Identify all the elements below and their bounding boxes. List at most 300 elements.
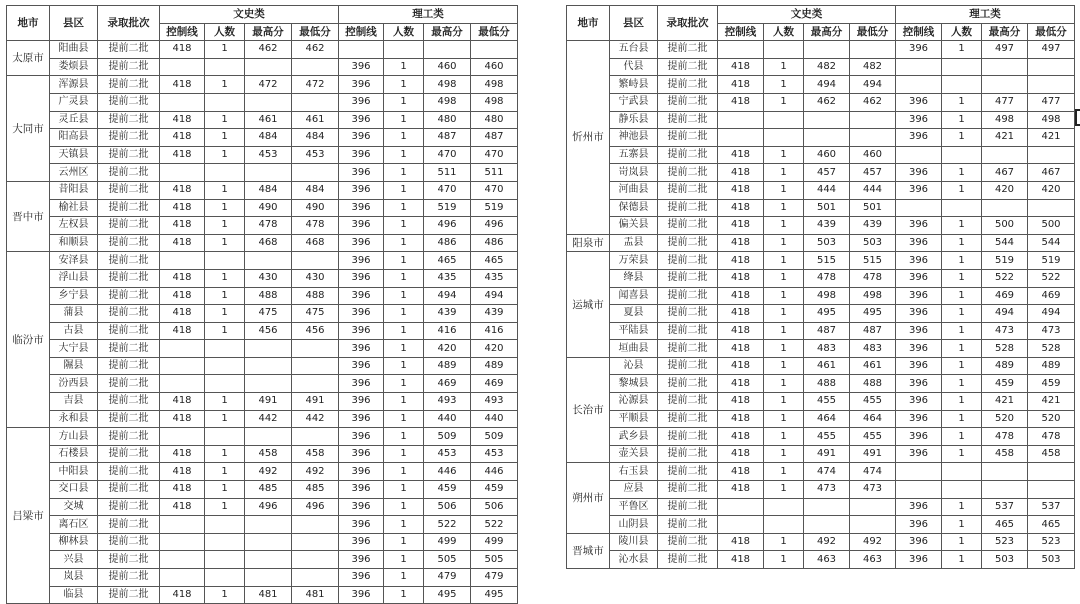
li-control-cell[interactable]: 396 <box>339 516 384 534</box>
wen-lowest-cell[interactable] <box>850 41 896 59</box>
wen-lowest-cell[interactable]: 481 <box>292 586 339 604</box>
wen-highest-cell[interactable]: 430 <box>245 269 292 287</box>
li-count-cell[interactable]: 1 <box>384 481 424 499</box>
wen-control-cell[interactable]: 418 <box>718 58 764 76</box>
wen-highest-cell[interactable]: 490 <box>245 199 292 217</box>
li-lowest-cell[interactable]: 446 <box>471 463 518 481</box>
li-control-cell[interactable]: 396 <box>339 481 384 499</box>
li-control-cell[interactable]: 396 <box>339 357 384 375</box>
batch-cell[interactable]: 提前二批 <box>658 357 718 375</box>
county-cell[interactable]: 沁县 <box>610 357 658 375</box>
header-city[interactable]: 地市 <box>7 6 50 41</box>
li-lowest-cell[interactable]: 519 <box>471 199 518 217</box>
li-count-cell[interactable]: 1 <box>942 357 982 375</box>
wen-count-cell[interactable]: 1 <box>764 551 804 569</box>
li-control-cell[interactable]: 396 <box>896 287 942 305</box>
wen-highest-cell[interactable] <box>804 498 850 516</box>
wen-highest-cell[interactable]: 478 <box>804 269 850 287</box>
li-lowest-cell[interactable]: 489 <box>1028 357 1075 375</box>
county-cell[interactable]: 永和县 <box>50 410 98 428</box>
wen-count-cell[interactable] <box>205 58 245 76</box>
batch-cell[interactable]: 提前二批 <box>98 357 160 375</box>
li-highest-cell[interactable]: 489 <box>424 357 471 375</box>
wen-lowest-cell[interactable]: 485 <box>292 481 339 499</box>
batch-cell[interactable]: 提前二批 <box>98 58 160 76</box>
wen-count-cell[interactable]: 1 <box>205 146 245 164</box>
wen-count-cell[interactable]: 1 <box>205 498 245 516</box>
li-count-cell[interactable]: 1 <box>384 252 424 270</box>
county-cell[interactable]: 沁水县 <box>610 551 658 569</box>
li-lowest-cell[interactable]: 487 <box>471 129 518 147</box>
wen-highest-cell[interactable]: 453 <box>245 146 292 164</box>
li-control-cell[interactable]: 396 <box>896 252 942 270</box>
wen-count-cell[interactable]: 1 <box>764 340 804 358</box>
wen-lowest-cell[interactable]: 458 <box>292 445 339 463</box>
li-count-cell[interactable]: 1 <box>942 217 982 235</box>
li-control-cell[interactable]: 396 <box>896 357 942 375</box>
wen-lowest-cell[interactable]: 492 <box>850 533 896 551</box>
wen-count-cell[interactable] <box>764 516 804 534</box>
li-highest-cell[interactable]: 528 <box>982 340 1028 358</box>
batch-cell[interactable]: 提前二批 <box>658 164 718 182</box>
batch-cell[interactable]: 提前二批 <box>98 269 160 287</box>
li-control-cell[interactable]: 396 <box>339 129 384 147</box>
header-science[interactable]: 理工类 <box>339 6 518 24</box>
wen-highest-cell[interactable] <box>245 516 292 534</box>
wen-highest-cell[interactable]: 455 <box>804 428 850 446</box>
li-control-cell[interactable]: 396 <box>896 322 942 340</box>
li-count-cell[interactable]: 1 <box>384 111 424 129</box>
wen-count-cell[interactable]: 1 <box>764 93 804 111</box>
county-cell[interactable]: 绛县 <box>610 269 658 287</box>
li-control-cell[interactable] <box>339 41 384 59</box>
li-control-cell[interactable]: 396 <box>896 410 942 428</box>
li-control-cell[interactable]: 396 <box>339 498 384 516</box>
wen-count-cell[interactable]: 1 <box>205 129 245 147</box>
li-control-cell[interactable]: 396 <box>339 340 384 358</box>
batch-cell[interactable]: 提前二批 <box>98 234 160 252</box>
wen-control-cell[interactable] <box>160 375 205 393</box>
li-count-cell[interactable]: 1 <box>384 93 424 111</box>
header-lowest[interactable]: 最低分 <box>1028 23 1075 41</box>
li-highest-cell[interactable]: 523 <box>982 533 1028 551</box>
li-lowest-cell[interactable]: 493 <box>471 393 518 411</box>
li-count-cell[interactable]: 1 <box>384 129 424 147</box>
batch-cell[interactable]: 提前二批 <box>658 181 718 199</box>
wen-lowest-cell[interactable]: 464 <box>850 410 896 428</box>
li-count-cell[interactable] <box>942 58 982 76</box>
county-cell[interactable]: 平陆县 <box>610 322 658 340</box>
li-highest-cell[interactable]: 459 <box>424 481 471 499</box>
wen-count-cell[interactable]: 1 <box>205 111 245 129</box>
batch-cell[interactable]: 提前二批 <box>658 393 718 411</box>
li-control-cell[interactable]: 396 <box>896 516 942 534</box>
wen-highest-cell[interactable]: 474 <box>804 463 850 481</box>
li-count-cell[interactable]: 1 <box>942 410 982 428</box>
li-lowest-cell[interactable] <box>1028 199 1075 217</box>
wen-count-cell[interactable]: 1 <box>205 217 245 235</box>
county-cell[interactable]: 左权县 <box>50 217 98 235</box>
county-cell[interactable]: 平鲁区 <box>610 498 658 516</box>
wen-count-cell[interactable] <box>764 498 804 516</box>
wen-lowest-cell[interactable] <box>292 93 339 111</box>
wen-lowest-cell[interactable]: 439 <box>850 217 896 235</box>
li-lowest-cell[interactable]: 459 <box>471 481 518 499</box>
header-highest[interactable]: 最高分 <box>424 23 471 41</box>
wen-highest-cell[interactable]: 464 <box>804 410 850 428</box>
li-lowest-cell[interactable]: 416 <box>471 322 518 340</box>
batch-cell[interactable]: 提前二批 <box>98 393 160 411</box>
li-control-cell[interactable]: 396 <box>339 428 384 446</box>
county-cell[interactable]: 五寨县 <box>610 146 658 164</box>
county-cell[interactable]: 古县 <box>50 322 98 340</box>
li-highest-cell[interactable]: 493 <box>424 393 471 411</box>
header-lowest[interactable]: 最低分 <box>850 23 896 41</box>
li-lowest-cell[interactable]: 500 <box>1028 217 1075 235</box>
header-batch[interactable]: 录取批次 <box>658 6 718 41</box>
county-cell[interactable]: 黎城县 <box>610 375 658 393</box>
wen-lowest-cell[interactable] <box>292 357 339 375</box>
wen-highest-cell[interactable]: 460 <box>804 146 850 164</box>
li-highest-cell[interactable]: 505 <box>424 551 471 569</box>
li-control-cell[interactable]: 396 <box>896 428 942 446</box>
wen-count-cell[interactable]: 1 <box>764 410 804 428</box>
wen-control-cell[interactable]: 418 <box>160 463 205 481</box>
wen-highest-cell[interactable]: 492 <box>804 533 850 551</box>
county-cell[interactable]: 榆社县 <box>50 199 98 217</box>
wen-highest-cell[interactable]: 458 <box>245 445 292 463</box>
li-count-cell[interactable]: 1 <box>384 234 424 252</box>
header-city[interactable]: 地市 <box>567 6 610 41</box>
wen-control-cell[interactable]: 418 <box>160 129 205 147</box>
wen-control-cell[interactable]: 418 <box>160 287 205 305</box>
li-control-cell[interactable] <box>896 463 942 481</box>
li-count-cell[interactable]: 1 <box>942 269 982 287</box>
li-highest-cell[interactable]: 544 <box>982 234 1028 252</box>
batch-cell[interactable]: 提前二批 <box>98 111 160 129</box>
county-cell[interactable]: 方山县 <box>50 428 98 446</box>
county-cell[interactable]: 昔阳县 <box>50 181 98 199</box>
header-county[interactable]: 县区 <box>50 6 98 41</box>
li-count-cell[interactable]: 1 <box>384 340 424 358</box>
li-lowest-cell[interactable]: 470 <box>471 146 518 164</box>
li-highest-cell[interactable]: 498 <box>424 76 471 94</box>
wen-highest-cell[interactable]: 463 <box>804 551 850 569</box>
li-lowest-cell[interactable]: 520 <box>1028 410 1075 428</box>
city-cell[interactable]: 吕梁市 <box>7 428 50 604</box>
li-count-cell[interactable]: 1 <box>384 199 424 217</box>
li-count-cell[interactable]: 1 <box>384 375 424 393</box>
li-control-cell[interactable]: 396 <box>339 410 384 428</box>
county-cell[interactable]: 石楼县 <box>50 445 98 463</box>
wen-control-cell[interactable]: 418 <box>160 393 205 411</box>
wen-count-cell[interactable]: 1 <box>764 305 804 323</box>
wen-count-cell[interactable]: 1 <box>205 76 245 94</box>
wen-control-cell[interactable]: 418 <box>718 76 764 94</box>
wen-count-cell[interactable]: 1 <box>205 305 245 323</box>
li-highest-cell[interactable]: 489 <box>982 357 1028 375</box>
wen-lowest-cell[interactable]: 482 <box>850 58 896 76</box>
wen-count-cell[interactable]: 1 <box>764 357 804 375</box>
li-highest-cell[interactable]: 465 <box>424 252 471 270</box>
batch-cell[interactable]: 提前二批 <box>98 76 160 94</box>
wen-control-cell[interactable]: 418 <box>718 305 764 323</box>
li-control-cell[interactable]: 396 <box>896 93 942 111</box>
li-control-cell[interactable]: 396 <box>896 305 942 323</box>
li-control-cell[interactable]: 396 <box>339 181 384 199</box>
county-cell[interactable]: 临县 <box>50 586 98 604</box>
batch-cell[interactable]: 提前二批 <box>658 322 718 340</box>
wen-count-cell[interactable]: 1 <box>764 481 804 499</box>
wen-control-cell[interactable] <box>160 551 205 569</box>
li-highest-cell[interactable]: 421 <box>982 393 1028 411</box>
li-lowest-cell[interactable]: 497 <box>1028 41 1075 59</box>
header-highest[interactable]: 最高分 <box>804 23 850 41</box>
county-cell[interactable]: 静乐县 <box>610 111 658 129</box>
county-cell[interactable]: 中阳县 <box>50 463 98 481</box>
li-control-cell[interactable]: 396 <box>339 393 384 411</box>
wen-control-cell[interactable]: 418 <box>160 146 205 164</box>
li-highest-cell[interactable]: 470 <box>424 181 471 199</box>
li-control-cell[interactable]: 396 <box>339 463 384 481</box>
li-control-cell[interactable]: 396 <box>896 111 942 129</box>
wen-count-cell[interactable]: 1 <box>764 76 804 94</box>
batch-cell[interactable]: 提前二批 <box>98 146 160 164</box>
li-control-cell[interactable]: 396 <box>896 217 942 235</box>
wen-highest-cell[interactable]: 461 <box>245 111 292 129</box>
li-count-cell[interactable]: 1 <box>942 393 982 411</box>
li-highest-cell[interactable]: 420 <box>982 181 1028 199</box>
county-cell[interactable]: 蒲县 <box>50 305 98 323</box>
li-highest-cell[interactable]: 520 <box>982 410 1028 428</box>
batch-cell[interactable]: 提前二批 <box>98 516 160 534</box>
li-count-cell[interactable] <box>942 481 982 499</box>
wen-control-cell[interactable] <box>160 569 205 587</box>
li-count-cell[interactable]: 1 <box>942 305 982 323</box>
li-lowest-cell[interactable]: 523 <box>1028 533 1075 551</box>
li-control-cell[interactable]: 396 <box>896 533 942 551</box>
wen-count-cell[interactable] <box>205 533 245 551</box>
li-lowest-cell[interactable]: 495 <box>471 586 518 604</box>
wen-highest-cell[interactable]: 457 <box>804 164 850 182</box>
wen-highest-cell[interactable]: 496 <box>245 498 292 516</box>
header-liberal-arts[interactable]: 文史类 <box>160 6 339 24</box>
batch-cell[interactable]: 提前二批 <box>658 217 718 235</box>
li-count-cell[interactable]: 1 <box>384 269 424 287</box>
wen-control-cell[interactable]: 418 <box>718 428 764 446</box>
wen-control-cell[interactable] <box>160 516 205 534</box>
wen-control-cell[interactable] <box>160 93 205 111</box>
city-cell[interactable]: 阳泉市 <box>567 234 610 252</box>
li-highest-cell[interactable]: 503 <box>982 551 1028 569</box>
wen-count-cell[interactable] <box>205 569 245 587</box>
wen-highest-cell[interactable]: 475 <box>245 305 292 323</box>
county-cell[interactable]: 沁源县 <box>610 393 658 411</box>
li-count-cell[interactable] <box>942 463 982 481</box>
li-highest-cell[interactable]: 435 <box>424 269 471 287</box>
city-cell[interactable]: 朔州市 <box>567 463 610 533</box>
li-highest-cell[interactable]: 511 <box>424 164 471 182</box>
wen-lowest-cell[interactable]: 462 <box>292 41 339 59</box>
batch-cell[interactable]: 提前二批 <box>98 252 160 270</box>
wen-lowest-cell[interactable]: 460 <box>850 146 896 164</box>
wen-control-cell[interactable]: 418 <box>718 445 764 463</box>
li-count-cell[interactable]: 1 <box>384 393 424 411</box>
county-cell[interactable]: 天镇县 <box>50 146 98 164</box>
li-count-cell[interactable] <box>942 199 982 217</box>
wen-control-cell[interactable]: 418 <box>160 181 205 199</box>
li-control-cell[interactable]: 396 <box>896 445 942 463</box>
li-count-cell[interactable]: 1 <box>384 76 424 94</box>
city-cell[interactable]: 太原市 <box>7 41 50 76</box>
county-cell[interactable]: 宁武县 <box>610 93 658 111</box>
header-science[interactable]: 理工类 <box>896 6 1075 24</box>
city-cell[interactable]: 临汾市 <box>7 252 50 428</box>
batch-cell[interactable]: 提前二批 <box>658 340 718 358</box>
li-lowest-cell[interactable]: 469 <box>1028 287 1075 305</box>
wen-control-cell[interactable] <box>718 41 764 59</box>
li-lowest-cell[interactable]: 421 <box>1028 129 1075 147</box>
li-highest-cell[interactable]: 467 <box>982 164 1028 182</box>
li-count-cell[interactable]: 1 <box>384 322 424 340</box>
wen-lowest-cell[interactable]: 478 <box>850 269 896 287</box>
wen-lowest-cell[interactable]: 515 <box>850 252 896 270</box>
header-control-line[interactable]: 控制线 <box>896 23 942 41</box>
li-count-cell[interactable] <box>384 41 424 59</box>
batch-cell[interactable]: 提前二批 <box>658 93 718 111</box>
wen-highest-cell[interactable] <box>245 533 292 551</box>
li-highest-cell[interactable]: 486 <box>424 234 471 252</box>
li-highest-cell[interactable]: 477 <box>982 93 1028 111</box>
li-lowest-cell[interactable]: 440 <box>471 410 518 428</box>
li-highest-cell[interactable]: 469 <box>424 375 471 393</box>
li-count-cell[interactable]: 1 <box>384 551 424 569</box>
li-lowest-cell[interactable] <box>1028 146 1075 164</box>
wen-highest-cell[interactable]: 456 <box>245 322 292 340</box>
wen-lowest-cell[interactable]: 453 <box>292 146 339 164</box>
wen-control-cell[interactable]: 418 <box>160 445 205 463</box>
county-cell[interactable]: 和顺县 <box>50 234 98 252</box>
county-cell[interactable]: 离石区 <box>50 516 98 534</box>
wen-highest-cell[interactable]: 494 <box>804 76 850 94</box>
county-cell[interactable]: 应县 <box>610 481 658 499</box>
li-count-cell[interactable]: 1 <box>942 445 982 463</box>
li-highest-cell[interactable]: 495 <box>424 586 471 604</box>
county-cell[interactable]: 岢岚县 <box>610 164 658 182</box>
header-count[interactable]: 人数 <box>384 23 424 41</box>
wen-lowest-cell[interactable]: 484 <box>292 181 339 199</box>
li-lowest-cell[interactable]: 511 <box>471 164 518 182</box>
wen-lowest-cell[interactable] <box>292 516 339 534</box>
li-highest-cell[interactable] <box>982 481 1028 499</box>
li-count-cell[interactable]: 1 <box>384 586 424 604</box>
wen-count-cell[interactable]: 1 <box>764 199 804 217</box>
li-control-cell[interactable]: 396 <box>339 234 384 252</box>
wen-highest-cell[interactable] <box>245 569 292 587</box>
header-lowest[interactable]: 最低分 <box>471 23 518 41</box>
li-control-cell[interactable]: 396 <box>339 269 384 287</box>
batch-cell[interactable]: 提前二批 <box>658 445 718 463</box>
li-highest-cell[interactable]: 509 <box>424 428 471 446</box>
wen-highest-cell[interactable]: 488 <box>245 287 292 305</box>
li-highest-cell[interactable] <box>982 58 1028 76</box>
li-count-cell[interactable]: 1 <box>384 181 424 199</box>
wen-count-cell[interactable] <box>205 428 245 446</box>
wen-count-cell[interactable] <box>205 375 245 393</box>
li-control-cell[interactable]: 396 <box>339 551 384 569</box>
batch-cell[interactable]: 提前二批 <box>98 129 160 147</box>
wen-count-cell[interactable]: 1 <box>764 164 804 182</box>
batch-cell[interactable]: 提前二批 <box>658 305 718 323</box>
li-lowest-cell[interactable]: 477 <box>1028 93 1075 111</box>
wen-highest-cell[interactable] <box>245 58 292 76</box>
li-highest-cell[interactable]: 440 <box>424 410 471 428</box>
wen-highest-cell[interactable]: 484 <box>245 181 292 199</box>
wen-lowest-cell[interactable] <box>292 164 339 182</box>
county-cell[interactable]: 河曲县 <box>610 181 658 199</box>
batch-cell[interactable]: 提前二批 <box>658 481 718 499</box>
wen-count-cell[interactable]: 1 <box>764 393 804 411</box>
batch-cell[interactable]: 提前二批 <box>98 287 160 305</box>
wen-lowest-cell[interactable]: 444 <box>850 181 896 199</box>
wen-count-cell[interactable]: 1 <box>764 445 804 463</box>
wen-highest-cell[interactable]: 515 <box>804 252 850 270</box>
wen-control-cell[interactable]: 418 <box>718 164 764 182</box>
wen-count-cell[interactable]: 1 <box>205 410 245 428</box>
batch-cell[interactable]: 提前二批 <box>98 551 160 569</box>
county-cell[interactable]: 浑源县 <box>50 76 98 94</box>
li-lowest-cell[interactable]: 496 <box>471 217 518 235</box>
wen-lowest-cell[interactable]: 473 <box>850 481 896 499</box>
li-lowest-cell[interactable] <box>1028 76 1075 94</box>
header-control-line[interactable]: 控制线 <box>160 23 205 41</box>
wen-lowest-cell[interactable]: 456 <box>292 322 339 340</box>
wen-control-cell[interactable] <box>160 340 205 358</box>
wen-count-cell[interactable]: 1 <box>205 234 245 252</box>
li-control-cell[interactable] <box>896 146 942 164</box>
wen-highest-cell[interactable] <box>245 252 292 270</box>
batch-cell[interactable]: 提前二批 <box>658 76 718 94</box>
li-highest-cell[interactable]: 494 <box>424 287 471 305</box>
wen-lowest-cell[interactable]: 455 <box>850 428 896 446</box>
li-count-cell[interactable] <box>942 146 982 164</box>
li-control-cell[interactable]: 396 <box>339 164 384 182</box>
wen-lowest-cell[interactable]: 442 <box>292 410 339 428</box>
county-cell[interactable]: 阳曲县 <box>50 41 98 59</box>
wen-count-cell[interactable]: 1 <box>205 181 245 199</box>
li-highest-cell[interactable]: 537 <box>982 498 1028 516</box>
wen-control-cell[interactable]: 418 <box>718 252 764 270</box>
li-highest-cell[interactable]: 479 <box>424 569 471 587</box>
li-lowest-cell[interactable]: 498 <box>471 76 518 94</box>
wen-lowest-cell[interactable]: 491 <box>292 393 339 411</box>
li-lowest-cell[interactable]: 467 <box>1028 164 1075 182</box>
li-highest-cell[interactable]: 469 <box>982 287 1028 305</box>
wen-control-cell[interactable]: 418 <box>718 393 764 411</box>
li-control-cell[interactable]: 396 <box>339 76 384 94</box>
county-cell[interactable]: 垣曲县 <box>610 340 658 358</box>
li-control-cell[interactable]: 396 <box>339 375 384 393</box>
wen-control-cell[interactable] <box>160 252 205 270</box>
li-highest-cell[interactable]: 499 <box>424 533 471 551</box>
li-count-cell[interactable]: 1 <box>942 551 982 569</box>
batch-cell[interactable]: 提前二批 <box>658 269 718 287</box>
city-cell[interactable]: 晋中市 <box>7 181 50 251</box>
wen-lowest-cell[interactable] <box>850 111 896 129</box>
batch-cell[interactable]: 提前二批 <box>98 498 160 516</box>
wen-lowest-cell[interactable]: 461 <box>850 357 896 375</box>
wen-control-cell[interactable] <box>718 516 764 534</box>
